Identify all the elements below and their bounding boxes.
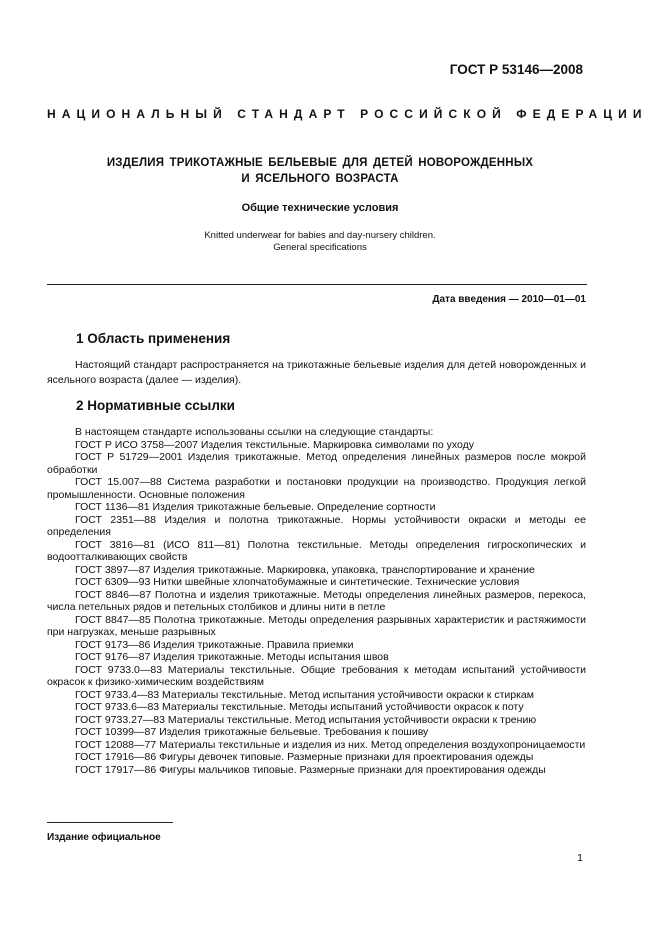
reference-item: ГОСТ 9176—87 Изделия трикотажные. Методы испытания швов: [75, 651, 389, 663]
reference-item: ГОСТ Р 51729—2001 Изделия трикотажные. Метод определения линейных размеров после мокрой обработки: [47, 451, 586, 476]
document-title-line-1: ИЗДЕЛИЯ ТРИКОТАЖНЫЕ БЕЛЬЕВЫЕ ДЛЯ ДЕТЕЙ НОВОРОЖДЕННЫХ: [106, 157, 534, 169]
national-standard-heading: НАЦИОНАЛЬНЫЙ СТАНДАРТ РОССИЙСКОЙ ФЕДЕРАЦИИ: [47, 107, 648, 121]
reference-item: ГОСТ 10399—87 Изделия трикотажные бельевые. Требования к пошиву: [75, 726, 429, 738]
document-subtitle: Общие технические условия: [241, 202, 399, 214]
reference-item: ГОСТ 9733.4—83 Материалы текстильные. Метод испытания устойчивости окраски к стиркам: [75, 688, 534, 701]
official-edition-label: Издание официальное: [47, 832, 161, 843]
references-intro: В настоящем стандарте использованы ссылки на следующие стандарты:: [75, 426, 434, 438]
reference-item: ГОСТ 9733.0—83 Материалы текстильные. Общие требования к методам испытаний устойчивости окрасок к физико-химическим воздействиям: [47, 663, 586, 688]
footer-separator: [47, 822, 173, 823]
reference-item: ГОСТ 12088—77 Материалы текстильные и изделия из них. Метод определения воздухопроницаемости: [75, 738, 586, 751]
effective-date: Дата введения — 2010—01—01: [432, 294, 586, 305]
english-title-line-2: General specifications: [273, 242, 367, 253]
document-code: ГОСТ Р 53146—2008: [449, 62, 583, 77]
section-1-text: Настоящий стандарт распространяется на трикотажные бельевые изделия для детей новорожденных и ясельного возраста (далее — изделия).: [47, 359, 586, 386]
page-number: 1: [577, 852, 583, 864]
normative-references-list: [47, 426, 586, 776]
reference-item: ГОСТ Р ИСО 3758—2007 Изделия текстильные. Маркировка символами по уходу: [75, 438, 475, 451]
document-title-line-2: И ЯСЕЛЬНОГО ВОЗРАСТА: [241, 173, 399, 185]
reference-item: ГОСТ 17917—86 Фигуры мальчиков типовые. Размерные признаки для проектирования одежды: [75, 763, 546, 776]
reference-item: ГОСТ 9173—86 Изделия трикотажные. Правила приемки: [75, 638, 354, 651]
reference-item: ГОСТ 17916—86 Фигуры девочек типовые. Размерные признаки для проектирования одежды: [75, 751, 534, 763]
separator-line: [47, 284, 587, 285]
reference-item: ГОСТ 3897—87 Изделия трикотажные. Маркировка, упаковка, транспортирование и хранение: [75, 563, 535, 576]
reference-item: ГОСТ 6309—93 Нитки швейные хлопчатобумажные и синтетические. Технические условия: [75, 576, 520, 588]
reference-item: ГОСТ 8846—87 Полотна и изделия трикотажные. Методы определения линейных размеров, перекоса, числа петельных рядов и петельных столбиков и длины нити в петле: [47, 588, 586, 613]
reference-item: ГОСТ 8847—85 Полотна трикотажные. Методы определения разрывных характеристик и растяжимости при нагрузках, меньше разрывных: [47, 613, 586, 638]
reference-item: ГОСТ 2351—88 Изделия и полотна трикотажные. Нормы устойчивости окраски и методы ее определения: [47, 513, 586, 538]
reference-item: ГОСТ 1136—81 Изделия трикотажные бельевые. Определение сортности: [75, 501, 436, 513]
english-title-line-1: Knitted underwear for babies and day-nursery children.: [204, 230, 436, 241]
reference-item: ГОСТ 9733.6—83 Материалы текстильные. Методы испытаний устойчивости окрасок к поту: [75, 701, 524, 713]
section-1-heading: 1 Область применения: [76, 331, 231, 346]
section-2-heading: 2 Нормативные ссылки: [76, 398, 235, 413]
reference-item: ГОСТ 15.007—88 Система разработки и постановки продукции на производство. Продукция легкой промышленности. Основные положения: [47, 476, 586, 501]
reference-item: ГОСТ 3816—81 (ИСО 811—81) Полотна текстильные. Методы определения гигроскопических и водоотталкивающих свойств: [47, 538, 586, 563]
references-container: [47, 439, 586, 777]
reference-item: ГОСТ 9733.27—83 Материалы текстильные. Метод испытания устойчивости окраски к трению: [75, 713, 537, 726]
